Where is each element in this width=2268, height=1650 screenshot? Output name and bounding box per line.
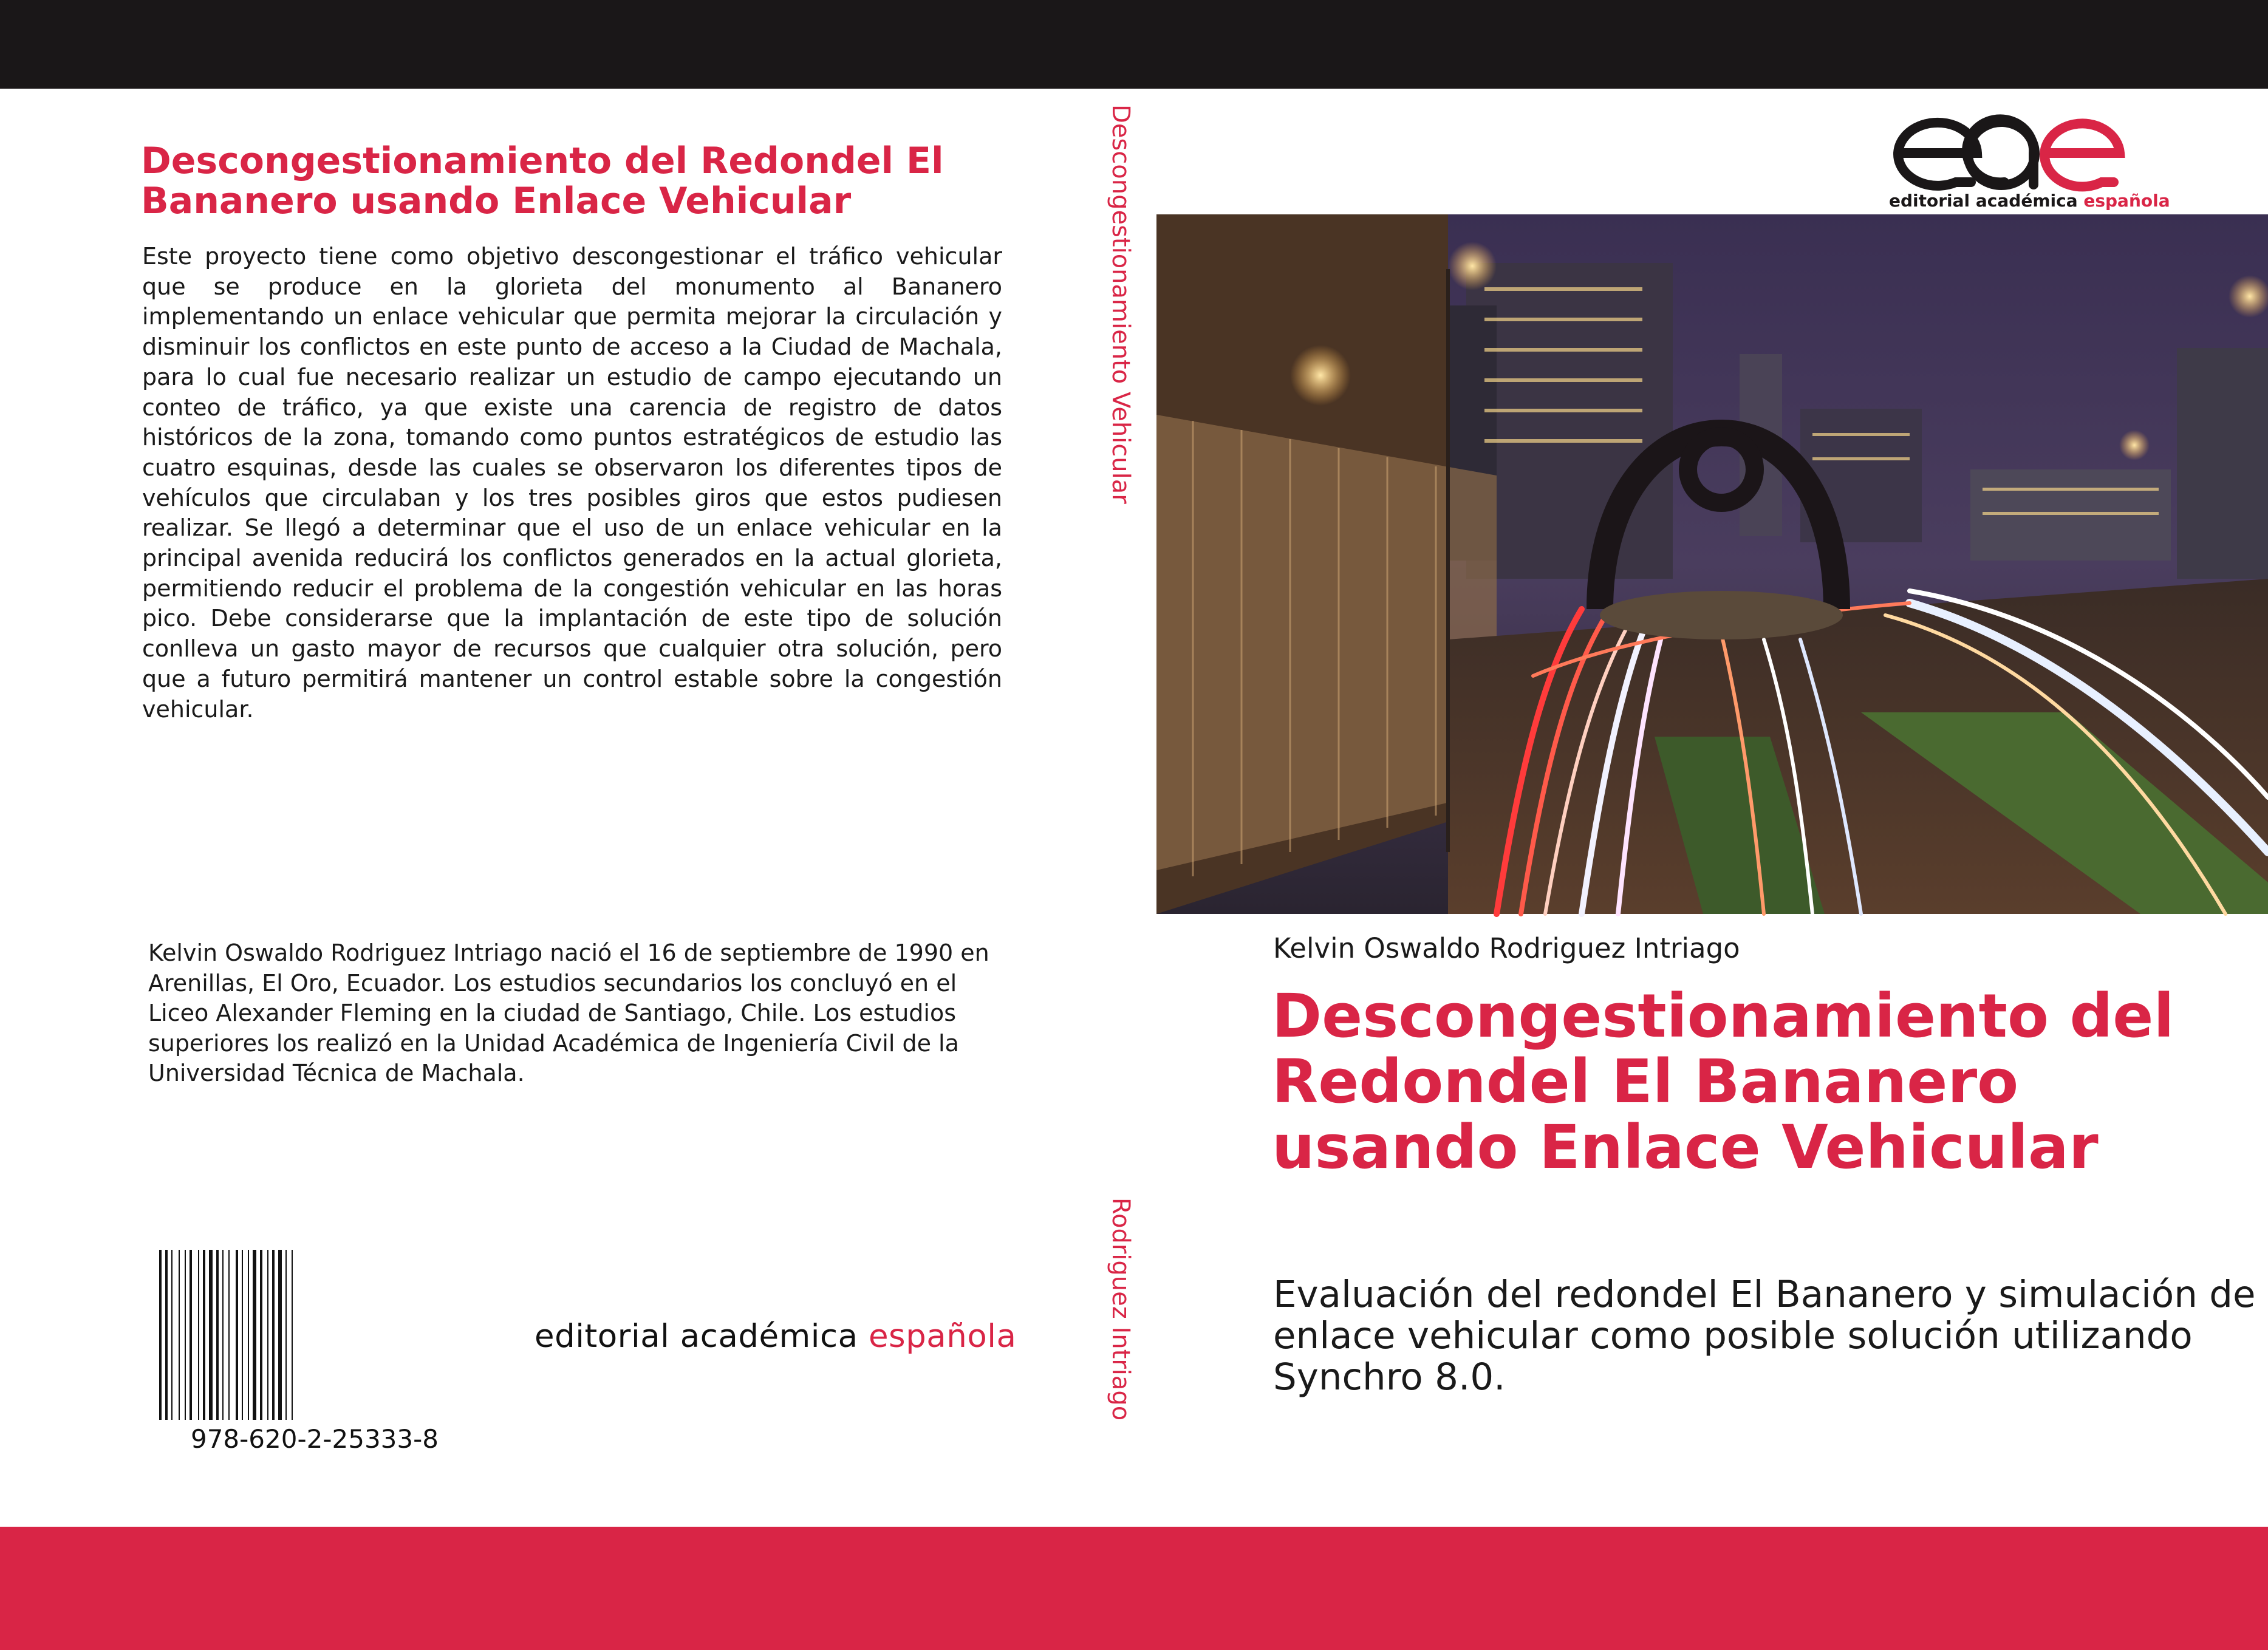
front-cover-title: Descongestionamiento del Redondel El Bananero usando Enlace Vehicular [1272, 981, 2174, 1182]
night-roundabout-photo [1156, 214, 2268, 914]
back-cover-description: Este proyecto tiene como objetivo descongestionar el tráfico vehicular que se produce en la glorieta del monumento al Bananero implementando un enlace vehicular que permita mejorar la circulación y disminuir los conflictos en este punto de acceso a la Ciudad de Machala, para lo cual fue necesario realizar un estudio de campo ejecutando un conteo de tráfico, ya que existe una carencia de registro de datos históricos de la zona, tomando como puntos estratégicos de estudio las cuatro esquinas, desde las cuales se observaron los diferentes tipos de vehículos que circulaban y los tres posibles giros que estos pudiesen realizar. Se llegó a determinar que el uso de un enlace vehicular en la principal avenida reducirá los conflictos generados en la actual glorieta, permitiendo reducir el problema de la congestión vehicular en las horas pico. Debe considerarse que la implantación de este tipo de solución conlleva un gasto mayor de recursos que cualquier otra solución, pero que a futuro permitirá mantener un control estable sobre la congestión vehicular. [142, 243, 1002, 723]
front-cover-subtitle: Evaluación del redondel El Bananero y simulación de enlace vehicular como posible solución utilizando Synchro 8.0. [1273, 1273, 2256, 1399]
eae-logo-icon [1889, 108, 2170, 216]
publisher-name-part1: editorial académica [535, 1318, 858, 1355]
front-cover-author: Kelvin Oswaldo Rodriguez Intriago [1273, 932, 1740, 964]
top-band [0, 0, 2268, 89]
logo-text-part2: española [2083, 191, 2170, 211]
back-publisher-name [535, 1318, 1017, 1355]
bottom-band [0, 1527, 2268, 1650]
svg-text:editorial académica española [1889, 191, 2170, 211]
logo-text-part1: editorial académica [1889, 191, 2078, 211]
author-bio: Kelvin Oswaldo Rodriguez Intriago nació el 16 de septiembre de 1990 en Arenillas, El Oro, Ecuador. Los estudios secundarios los concluyó en el Liceo Alexander Fleming en la ciudad de Santiago, Chile. Los estudios superiores los realizó en la Unidad Académica de Ingeniería Civil de la Universidad Técnica de Machala. [148, 939, 989, 1086]
back-cover-title: Descongestionamiento del Redondel El Bananero usando Enlace Vehicular [141, 140, 944, 222]
isbn: 978-620-2-25333-8 [190, 1424, 439, 1454]
spine-author: Rodriguez Intriago [1107, 1198, 1135, 1421]
publisher-name-part2: española [868, 1318, 1017, 1355]
spine-title: Descongestionamiento Vehicular [1107, 104, 1135, 504]
barcode-icon [157, 1250, 473, 1420]
